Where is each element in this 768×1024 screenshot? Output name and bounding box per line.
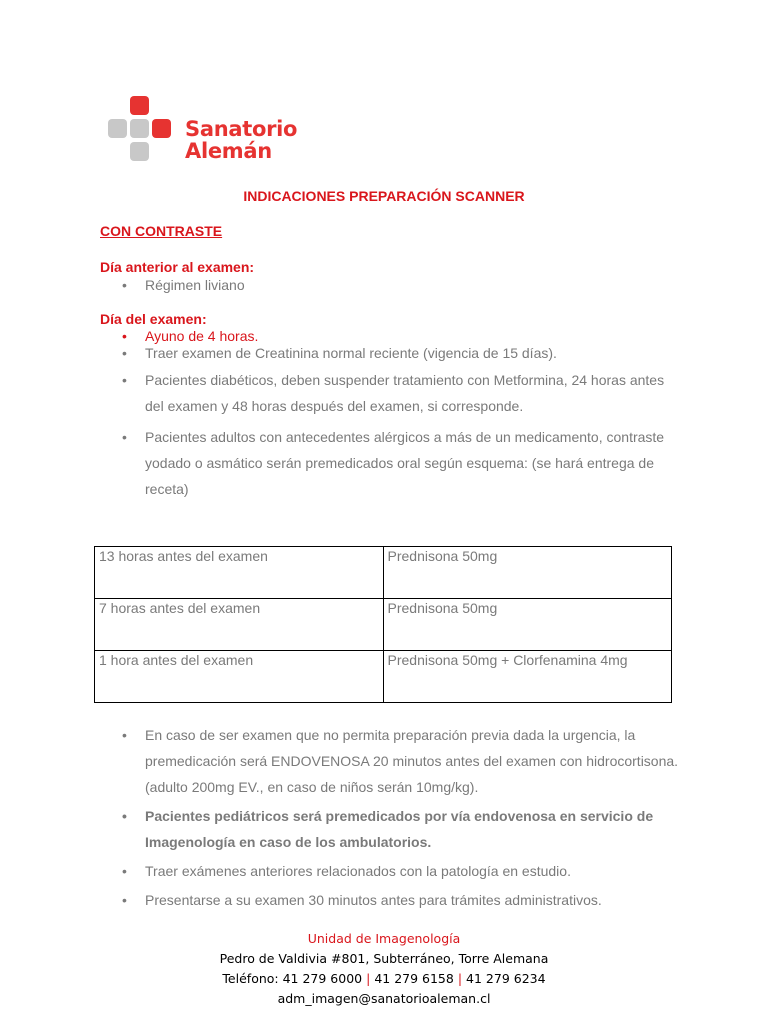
logo-cross-left-square bbox=[108, 119, 127, 138]
list-item: • Presentarse a su examen 30 minutos antes para trámites administrativos. bbox=[100, 887, 680, 913]
list-item: • Pacientes diabéticos, deben suspender tratamiento con Metformina, 24 horas antes del examen y 48 horas después del examen, si corresponde. bbox=[100, 367, 675, 419]
section-heading: CON CONTRASTE bbox=[100, 223, 223, 239]
table-cell: 7 horas antes del examen bbox=[95, 599, 384, 651]
before-exam-heading: Día anterior al examen: bbox=[100, 259, 255, 275]
footer-phone-3: 41 279 6234 bbox=[466, 971, 546, 986]
list-item: • Pacientes adultos con antecedentes alérgicos a más de un medicamento, contraste yodado o asmático serán premedicados oral según esquema: (se hará entrega de receta) bbox=[100, 424, 675, 502]
document-title: INDICACIONES PREPARACIÓN SCANNER bbox=[243, 188, 525, 204]
logo-wordmark bbox=[185, 118, 297, 162]
table-row bbox=[95, 651, 672, 703]
footer-separator: | bbox=[366, 971, 371, 986]
premedication-table bbox=[94, 546, 672, 703]
footer-unit-name: Unidad de Imagenología bbox=[307, 931, 461, 946]
table-cell: Prednisona 50mg bbox=[383, 547, 672, 599]
exam-day-heading: Día del examen: bbox=[100, 311, 207, 327]
logo-cross-right-square bbox=[152, 119, 171, 138]
list-item: • Régimen liviano bbox=[100, 277, 660, 293]
additional-instructions-list bbox=[100, 722, 680, 916]
table-cell: Prednisona 50mg bbox=[383, 599, 672, 651]
footer-phone-main: Teléfono: 41 279 6000 bbox=[222, 971, 363, 986]
footer-phones bbox=[0, 969, 768, 989]
list-item: • Pacientes pediátricos será premedicados por vía endovenosa en servicio de Imagenología en caso de los ambulatorios. bbox=[100, 803, 680, 855]
list-item: • Traer exámenes anteriores relacionados con la patología en estudio. bbox=[100, 858, 680, 884]
footer-email: adm_imagen@sanatorioaleman.cl bbox=[277, 991, 491, 1006]
logo-cross-top-square bbox=[130, 96, 149, 115]
logo-wordmark-line1: Sanatorio bbox=[185, 117, 298, 141]
footer-phone-2: 41 279 6158 bbox=[374, 971, 454, 986]
table-cell: Prednisona 50mg + Clorfenamina 4mg bbox=[383, 651, 672, 703]
sanatorio-logo bbox=[106, 96, 306, 166]
logo-cross-bottom-square bbox=[130, 142, 149, 161]
table-cell: 1 hora antes del examen bbox=[95, 651, 384, 703]
logo-wordmark-line2: Alemán bbox=[185, 139, 272, 163]
logo-cross-center-square bbox=[130, 119, 149, 138]
footer-separator: | bbox=[457, 971, 463, 986]
exam-day-list bbox=[100, 328, 675, 502]
table-cell: 13 horas antes del examen bbox=[95, 547, 384, 599]
list-item: • Ayuno de 4 horas. bbox=[100, 328, 675, 345]
list-item: • En caso de ser examen que no permita preparación previa dada la urgencia, la premedicación será ENDOVENOSA 20 minutos antes del examen con hidrocortisona. (adulto 200mg EV., en caso de niños serán 10mg/kg). bbox=[100, 722, 680, 800]
footer-address: Pedro de Valdivia #801, Subterráneo, Torre Alemana bbox=[219, 951, 549, 966]
table-row bbox=[95, 547, 672, 599]
before-exam-list bbox=[100, 277, 660, 293]
contact-footer bbox=[0, 929, 768, 1009]
table-row bbox=[95, 599, 672, 651]
list-item: • Traer examen de Creatinina normal reciente (vigencia de 15 días). bbox=[100, 345, 675, 362]
